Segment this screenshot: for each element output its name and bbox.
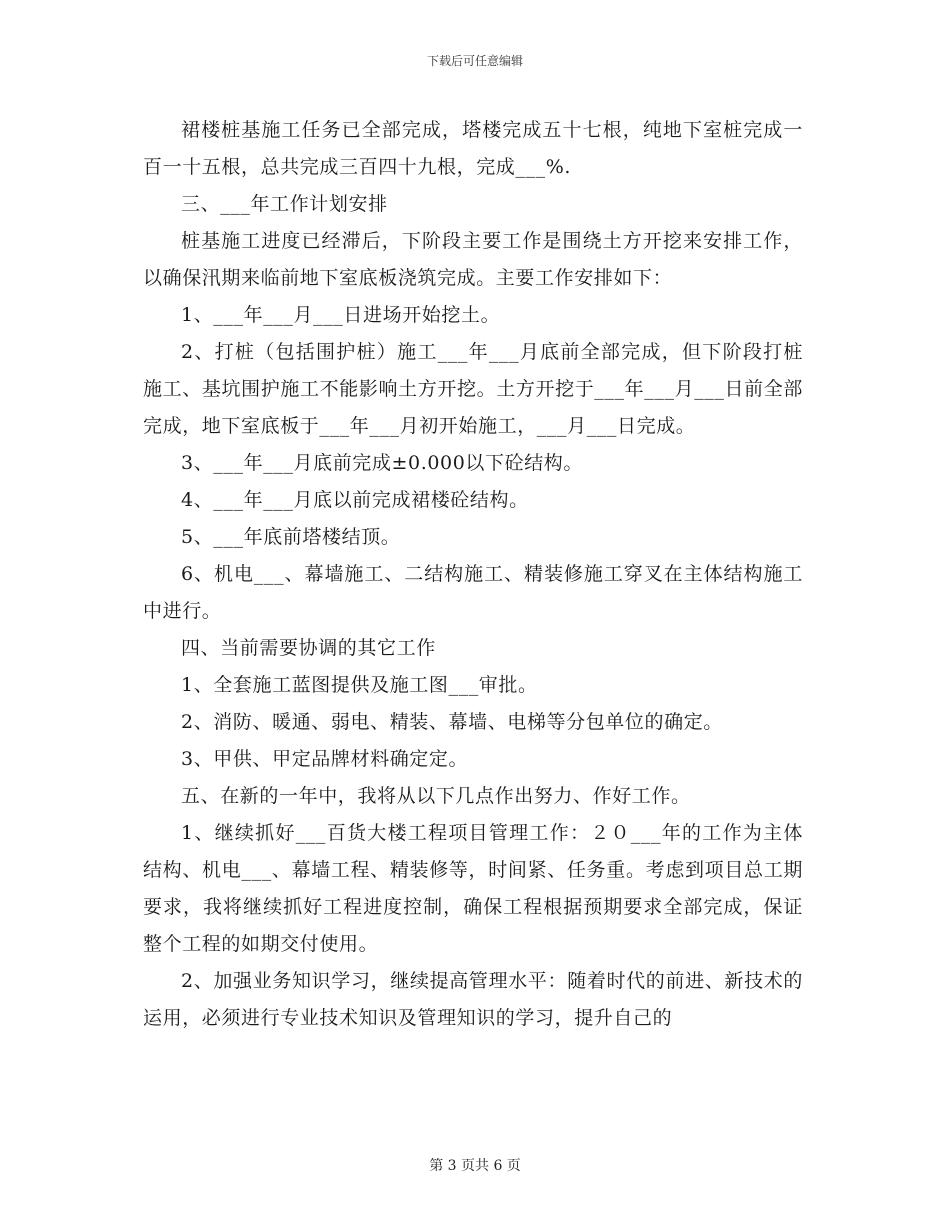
list-item: 1、___年___月___日进场开始挖土。 [181, 304, 501, 326]
list-item: 3、甲供、甲定品牌材料确定定。 [181, 748, 469, 770]
section-heading: 五、在新的一年中，我将从以下几点作出努力、作好工作。 [181, 785, 691, 807]
page-header: 下载后可任意编辑 [426, 54, 523, 68]
paragraph: 裙楼桩基施工任务已全部完成，塔楼完成五十七根，纯地下室桩完成一百一十五根，总共完成三百四十九根，完成___%. [143, 119, 803, 178]
section-heading: 三、___年工作计划安排 [181, 193, 388, 215]
list-item: 1、全套施工蓝图提供及施工图___审批。 [181, 674, 538, 696]
list-item: 2、打桩（包括围护桩）施工___年___月底前全部完成，但下阶段打桩施工、基坑围护施工不能影响土方开挖。土方开挖于___年___月___日前全部完成，地下室底板于___年___月初开始施工，___月___日完成。 [143, 341, 803, 437]
list-item: 2、消防、暖通、弱电、精装、幕墙、电梯等分包单位的确定。 [181, 711, 723, 733]
list-item: 6、机电___、幕墙施工、二结构施工、精装修施工穿叉在主体结构施工中进行。 [143, 563, 803, 622]
section-heading: 四、当前需要协调的其它工作 [181, 637, 436, 659]
paragraph: 桩基施工进度已经滞后，下阶段主要工作是围绕土方开挖来安排工作，以确保汛期来临前地下室底板浇筑完成。主要工作安排如下： [143, 230, 803, 289]
list-item: 5、___年底前塔楼结顶。 [181, 526, 401, 548]
list-item: 3、___年___月底前完成±0.000以下砼结构。 [181, 452, 584, 474]
list-item: 4、___年___月底以前完成裙楼砼结构。 [181, 489, 529, 511]
document-body [143, 112, 803, 1037]
list-item: 2、加强业务知识学习，继续提高管理水平：随着时代的前进、新技术的运用，必须进行专业技术知识及管理知识的学习，提升自己的 [143, 970, 803, 1029]
page-number: 第 3 页共 6 页 [429, 1158, 521, 1174]
list-item: 1、继续抓好___百货大楼工程项目管理工作：２０___年的工作为主体结构、机电___、幕墙工程、精装修等，时间紧、任务重。考虑到项目总工期要求，我将继续抓好工程进度控制，确保工程根据预期要求全部完成，保证整个工程的如期交付使用。 [143, 822, 803, 955]
